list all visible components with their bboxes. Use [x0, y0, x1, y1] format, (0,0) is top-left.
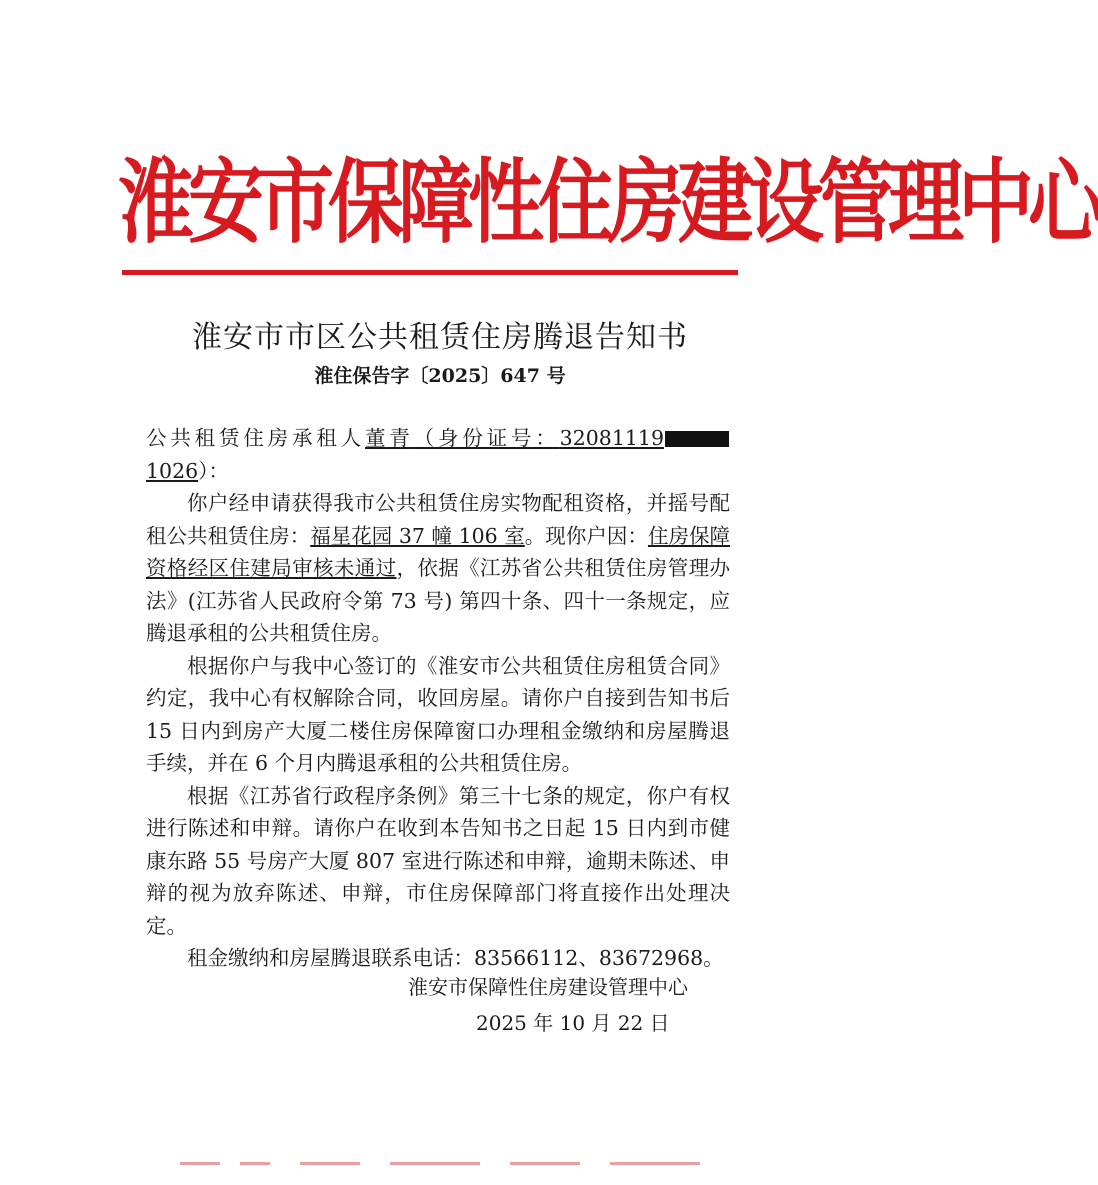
signature-block — [408, 972, 728, 1038]
allocation-text-3: ，依据《江苏省公共租赁住房管理办法》(江苏省人民政府令第 73 号) 第四十条、四十一条规定，应腾退承租的公共租赁住房。 — [146, 556, 731, 645]
addressee-prefix: 公共租赁住房承租人 — [146, 426, 365, 450]
letterhead-red-rule — [122, 270, 738, 275]
scan-mark — [510, 1162, 580, 1165]
scan-mark — [240, 1162, 270, 1165]
paragraph-contact: 租金缴纳和房屋腾退联系电话：83566112、83672968。 — [187, 946, 724, 970]
allocation-text-1: 你户经申请获得我市公共租赁住房实物配租资格，并摇号配租公共租赁住房： — [146, 491, 730, 548]
id-number-end: 1026 — [146, 458, 199, 483]
document-body — [146, 422, 730, 975]
paragraph-contract: 根据你户与我中心签订的《淮安市公共租赁住房租赁合同》约定，我中心有权解除合同，收回房屋。请你户自接到告知书后 15 日内到房产大厦二楼住房保障窗口办理租金缴纳和房屋腾退手续，并在 6 个月内腾退承租的公共租赁住房。 — [146, 653, 730, 775]
scan-mark — [180, 1162, 220, 1165]
allocation-text-2: 。现你户因： — [524, 523, 648, 548]
housing-address: 福星花园 37 幢 106 室 — [310, 523, 525, 548]
signature-org: 淮安市保障性住房建设管理中心 — [408, 975, 688, 999]
id-number-start: 32081119 — [559, 426, 665, 450]
paragraph-allocation — [146, 487, 730, 650]
document-number: 淮住保告字〔2025〕647 号 — [314, 365, 566, 387]
id-open: （身份证号： — [413, 426, 560, 450]
paragraph-appeal: 根据《江苏省行政程序条例》第三十七条的规定，你户有权进行陈述和申辩。请你户在收到本告知书之日起 15 日内到市健康东路 55 号房产大厦 807 室进行陈述和申辩，逾期未陈述、申辩的视为放弃陈述、申辩，市住房保障部门将直接作出处理决定。 — [146, 783, 730, 938]
scan-mark — [300, 1162, 360, 1165]
document-title: 淮安市市区公共租赁住房腾退告知书 — [192, 320, 688, 355]
scan-mark — [390, 1162, 480, 1165]
signature-date: 2025 年 10 月 22 日 — [476, 1011, 670, 1035]
letterhead-org-name: 淮安市保障性住房建设管理中心 — [118, 149, 1098, 256]
redaction-box — [665, 431, 729, 447]
page-bottom-marks — [180, 1162, 720, 1170]
id-close: ）： — [198, 458, 229, 483]
addressee-paragraph — [146, 422, 730, 487]
tenant-name: 董青 — [365, 426, 414, 450]
eviction-reason: 住房保障资格经区住建局审核未通过 — [146, 523, 731, 580]
scan-mark — [610, 1162, 700, 1165]
